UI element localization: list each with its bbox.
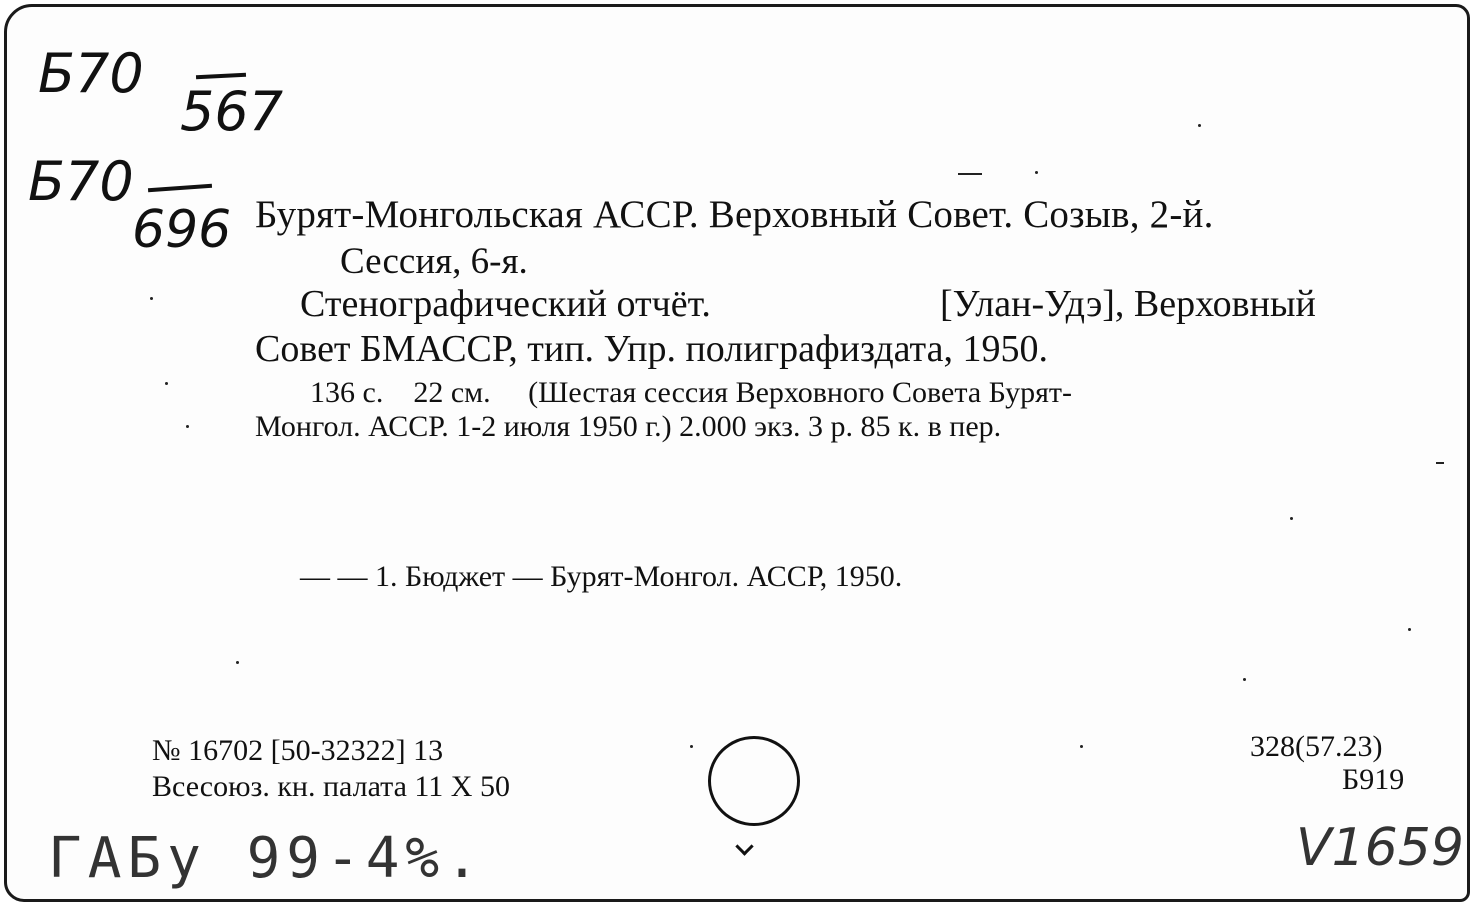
scan-speck — [690, 745, 693, 748]
entry-session: Сессия, 6-я. — [340, 241, 528, 282]
entry-physical-description-2: Монгол. АССР. 1-2 июля 1950 г.) 2.000 экз. 3 р. 85 к. в пер. — [255, 410, 1002, 443]
entry-subject: — — 1. Бюджет — Бурят-Монгол. АССР, 1950. — [300, 560, 903, 593]
record-number: № 16702 [50-32322] 13 — [152, 734, 444, 767]
scan-speck — [186, 425, 189, 428]
entry-title-part-a: Стенографический отчёт. — [300, 283, 711, 325]
handwritten-number-mark: V1659 — [1296, 818, 1464, 878]
scan-speck — [1436, 462, 1444, 464]
author-mark: Б919 — [1342, 763, 1405, 796]
scan-speck — [150, 297, 153, 300]
handwritten-inventory-mark: ГАБу 99-4%. — [48, 826, 485, 891]
publisher-note: Всесоюз. кн. палата 11 X 50 — [152, 770, 510, 803]
scan-speck — [1243, 678, 1246, 681]
scan-speck — [1035, 171, 1038, 174]
scan-speck — [1198, 124, 1201, 127]
entry-heading: Бурят-Монгольская АССР. Верховный Совет. Созыв, 2-й. — [255, 193, 1214, 236]
entry-title-part-b: [Улан-Удэ], Верховный — [940, 283, 1316, 325]
scan-speck — [1080, 745, 1083, 748]
classification-number: 328(57.23) — [1250, 730, 1383, 763]
scan-speck — [165, 382, 168, 385]
scan-speck — [236, 661, 239, 664]
entry-imprint: Совет БМАССР, тип. Упр. полиграфиздата, 1950. — [255, 328, 1048, 370]
scan-speck — [958, 173, 982, 175]
entry-physical-description-1: 136 с. 22 см. (Шестая сессия Верховного Совета Бурят- — [310, 376, 1073, 409]
handwritten-shelfmark-2-prefix: Б70 — [28, 150, 134, 213]
punch-hole — [708, 736, 800, 826]
scan-speck — [1290, 517, 1293, 520]
handwritten-shelfmark-1-prefix: Б70 — [38, 42, 144, 105]
handwritten-shelfmark-1-number: 567 — [180, 80, 284, 143]
scan-speck — [1408, 628, 1411, 631]
handwritten-shelfmark-2-number: 696 — [132, 200, 232, 260]
